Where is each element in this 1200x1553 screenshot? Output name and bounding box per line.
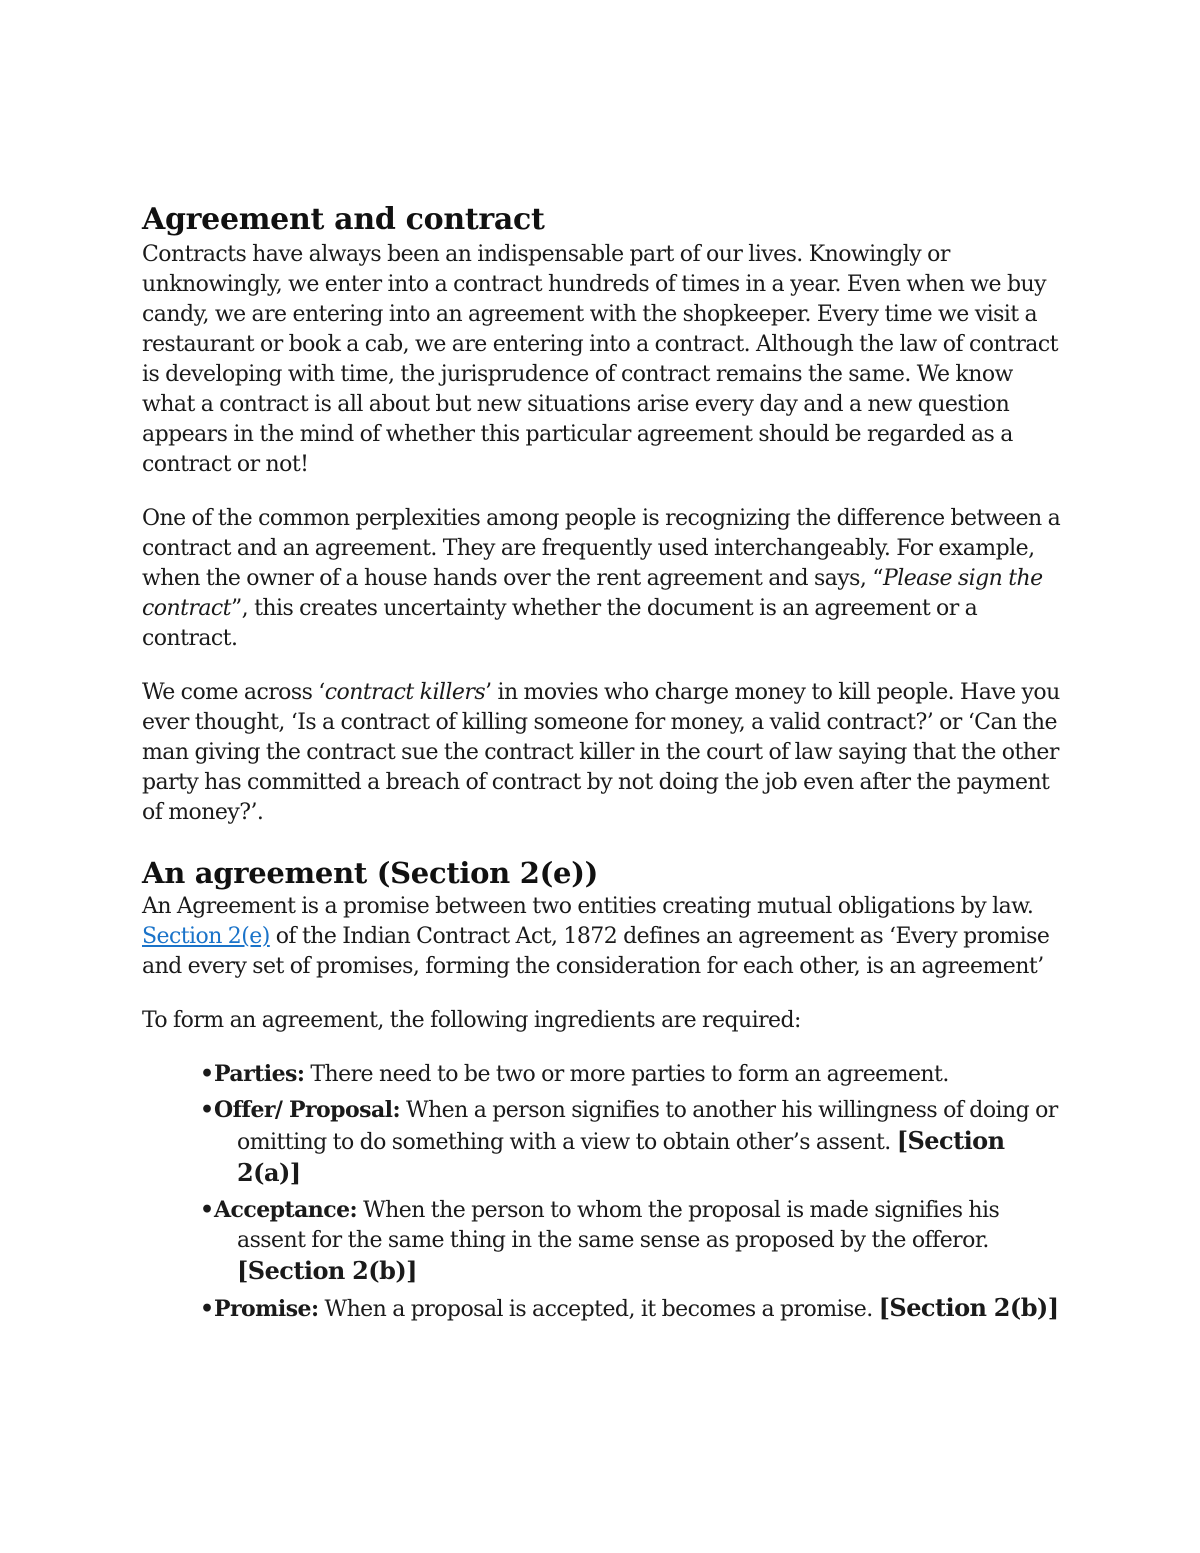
perplexities-paragraph	[142, 504, 1062, 654]
ingredient-section-ref: [Section 2(b)]	[878, 1293, 1059, 1322]
section-2e-link[interactable]: Section 2(e)	[142, 924, 270, 949]
killers-text-before: We come across ‘	[142, 680, 325, 705]
ingredient-text: When a person signifies to another his willingness of doing or omitting to do something with a view to obtain other’s assent.	[237, 1098, 1058, 1155]
definition-text-after: of the Indian Contract Act, 1872 defines an agreement as ‘Every promise and every set of promises, forming the consideration for each other, is an agreement’	[142, 924, 1050, 979]
ingredients-list	[200, 1058, 1062, 1325]
bullet-icon: •	[200, 1061, 214, 1087]
bullet-icon: •	[200, 1296, 214, 1322]
heading-agreement-and-contract: Agreement and contract	[142, 202, 545, 237]
ingredients-intro: To form an agreement, the following ingredients are required:	[142, 1008, 801, 1033]
killers-quote: contract killers	[324, 680, 486, 705]
list-item-offer-proposal	[200, 1095, 1062, 1190]
ingredient-section-ref: [Section 2(a)]	[237, 1126, 1005, 1187]
ingredient-text: There need to be two or more parties to form an agreement.	[304, 1062, 949, 1087]
list-item-parties	[200, 1058, 1062, 1090]
definition-text-before: An Agreement is a promise between two entities creating mutual obligations by law.	[142, 894, 1034, 919]
ingredient-term: Parties:	[214, 1061, 305, 1087]
ingredient-text: When a proposal is accepted, it becomes a promise.	[318, 1297, 879, 1322]
perplexities-text-before: One of the common perplexities among people is recognizing the difference between a contract and an agreement. They are frequently used interchangeably. For example, when the owner of a house hands over the rent agreement and says, “	[142, 506, 1061, 591]
agreement-definition-paragraph	[142, 892, 1062, 982]
perplexities-text-after: ”, this creates uncertainty whether the document is an agreement or a contract.	[142, 596, 978, 651]
document-page	[142, 200, 1062, 1330]
bullet-icon: •	[200, 1097, 214, 1123]
bullet-icon: •	[200, 1197, 214, 1223]
ingredient-term: Promise:	[214, 1296, 319, 1322]
ingredient-text: When the person to whom the proposal is made signifies his assent for the same thing in the same sense as proposed by the offeror.	[237, 1198, 1000, 1253]
ingredient-section-ref: [Section 2(b)]	[237, 1256, 417, 1285]
heading-an-agreement: An agreement (Section 2(e))	[142, 856, 599, 890]
killers-text-after: ’ in movies who charge money to kill people. Have you ever thought, ‘Is a contract of killing someone for money, a valid contract?’ or ‘Can the man giving the contract sue the contract killer in the court of law saying that the other party has committed a breach of contract by not doing the job even after the payment of money?’.	[142, 680, 1060, 825]
contract-killers-paragraph	[142, 678, 1062, 828]
perplexities-quote: Please sign the contract	[142, 566, 1043, 621]
ingredient-term: Offer/ Proposal:	[214, 1097, 401, 1123]
list-item-promise	[200, 1293, 1062, 1325]
ingredient-term: Acceptance:	[214, 1197, 358, 1223]
intro-paragraph: Contracts have always been an indispensable part of our lives. Knowingly or unknowingly, we enter into a contract hundreds of times in a year. Even when we buy candy, we are entering into an agreement with the shopkeeper. Every time we visit a restaurant or book a cab, we are entering into a contract. Although the law of contract is developing with time, the jurisprudence of contract remains the same. We know what a contract is all about but new situations arise every day and a new question appears in the mind of whether this particular agreement should be regarded as a contract or not!	[142, 242, 1058, 477]
list-item-acceptance	[200, 1195, 1062, 1288]
